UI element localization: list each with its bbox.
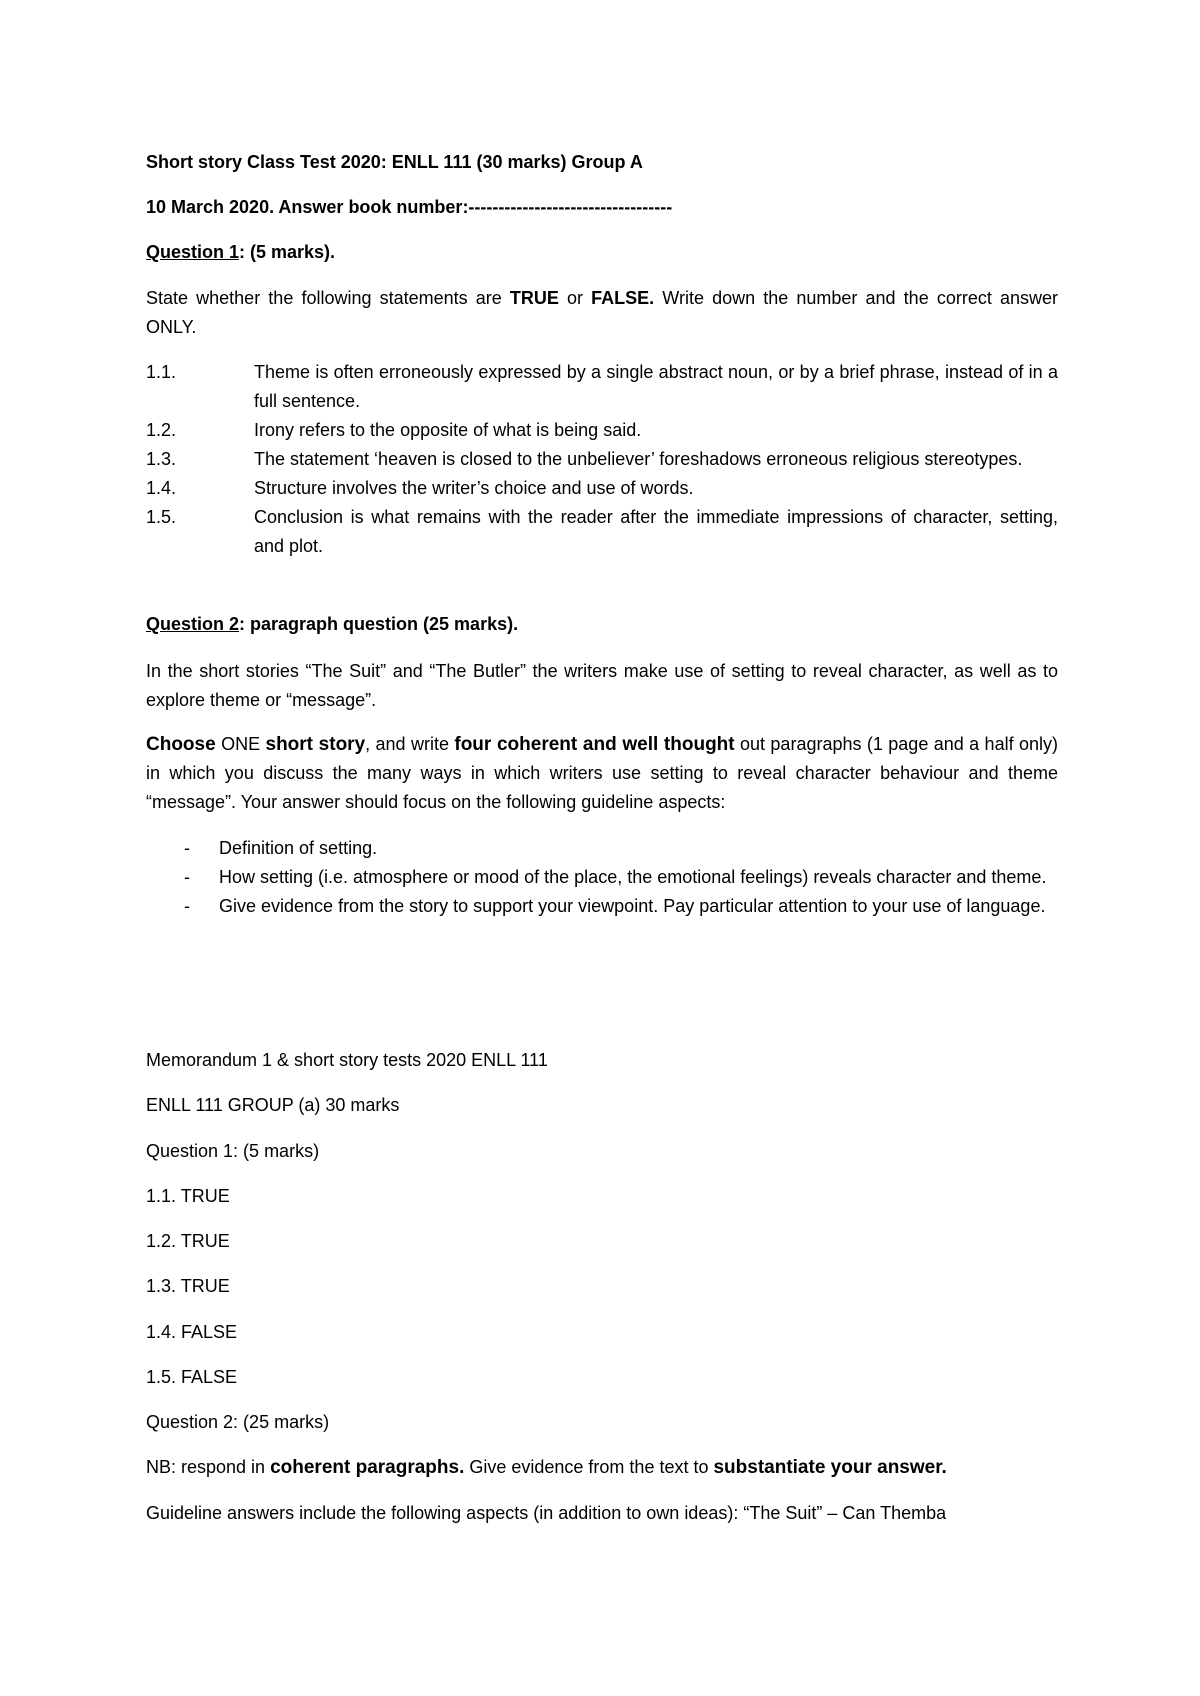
q1-label: Question 1 bbox=[146, 242, 240, 262]
q2-one: ONE bbox=[215, 734, 266, 754]
q1-item-text: Irony refers to the opposite of what is being said. bbox=[254, 420, 642, 440]
q1-item-text: Structure involves the writer’s choice and use of words. bbox=[254, 478, 694, 498]
q2-label: Question 2 bbox=[146, 614, 240, 634]
q1-item-number: 1.5. bbox=[146, 507, 177, 527]
q1-item-number: 1.2. bbox=[146, 420, 177, 440]
q1-item-list bbox=[146, 358, 1058, 561]
q2-intro: In the short stories “The Suit” and “The Butler” the writers make use of setting to reveal character, as well as to explore theme or “message”. bbox=[146, 661, 1058, 710]
memo-answer: 1.1. TRUE bbox=[146, 1186, 230, 1206]
q1-heading bbox=[146, 238, 1058, 267]
memo-title: Memorandum 1 & short story tests 2020 ENLL 111 bbox=[146, 1050, 548, 1070]
memo-answer: 1.5. FALSE bbox=[146, 1367, 238, 1387]
q1-instr-false: FALSE. bbox=[591, 288, 655, 308]
bullet-dash: - bbox=[184, 867, 190, 887]
q1-item-text: Theme is often erroneously expressed by a single abstract noun, or by a brief phrase, instead of in a full sentence. bbox=[254, 362, 1058, 411]
q1-item-text: Conclusion is what remains with the reader after the immediate impressions of character, setting, and plot. bbox=[254, 507, 1058, 556]
q1-item bbox=[146, 416, 1058, 445]
memo-q1-heading: Question 1: (5 marks) bbox=[146, 1141, 320, 1161]
memo-nb-text-b: Give evidence from the text to bbox=[464, 1457, 714, 1477]
q1-instructions bbox=[146, 284, 1058, 342]
memo-answer: 1.3. TRUE bbox=[146, 1276, 230, 1296]
q1-instr-true: TRUE bbox=[509, 288, 559, 308]
q1-instr-or: or bbox=[558, 288, 592, 308]
q2-short-story: short story bbox=[265, 734, 366, 755]
bullet-text: Definition of setting. bbox=[219, 838, 378, 858]
memo-answer: 1.4. FALSE bbox=[146, 1322, 238, 1342]
q1-marks: : (5 marks). bbox=[239, 242, 336, 262]
memo-q2-heading: Question 2: (25 marks) bbox=[146, 1412, 330, 1432]
q2-four: four coherent and well thought bbox=[454, 734, 735, 755]
q2-task-paragraph bbox=[146, 730, 1058, 817]
q2-mid: , and write bbox=[365, 734, 455, 754]
bullet-text: How setting (i.e. atmosphere or mood of the place, the emotional feelings) reveals character and theme. bbox=[219, 867, 1047, 887]
q1-item bbox=[146, 445, 1058, 474]
q1-item bbox=[146, 474, 1058, 503]
q1-item bbox=[146, 358, 1058, 416]
q2-bullet bbox=[146, 863, 1058, 892]
test-title: Short story Class Test 2020: ENLL 111 (30 marks) Group A bbox=[146, 152, 643, 172]
q1-item bbox=[146, 503, 1058, 561]
memo-answer: 1.2. TRUE bbox=[146, 1231, 230, 1251]
memo-guideline: Guideline answers include the following aspects (in addition to own ideas): “The Suit” – Can Themba bbox=[146, 1503, 947, 1523]
bullet-text: Give evidence from the story to support your viewpoint. Pay particular attention to your use of language. bbox=[219, 896, 1046, 916]
memo-nb-coherent: coherent paragraphs. bbox=[270, 1457, 465, 1478]
q1-instr-text-a: State whether the following statements are bbox=[146, 288, 510, 308]
q2-heading bbox=[146, 610, 1058, 639]
memo-nb-substantiate: substantiate your answer. bbox=[713, 1457, 947, 1478]
q1-item-number: 1.3. bbox=[146, 449, 177, 469]
q1-instr-text-b: Write down the number and the correct answer ONLY. bbox=[146, 288, 1058, 337]
q2-choose: Choose bbox=[146, 734, 216, 755]
q1-item-number: 1.1. bbox=[146, 362, 177, 382]
q2-marks: : paragraph question (25 marks). bbox=[239, 614, 519, 634]
date-line: 10 March 2020. Answer book number:---------------------------------- bbox=[146, 197, 673, 217]
q2-bullet bbox=[146, 834, 1058, 863]
bullet-dash: - bbox=[184, 838, 190, 858]
q2-guideline-list bbox=[146, 834, 1058, 921]
q2-bullet bbox=[146, 892, 1058, 921]
memo-nb-text-a: NB: respond in bbox=[146, 1457, 271, 1477]
memo-group: ENLL 111 GROUP (a) 30 marks bbox=[146, 1095, 400, 1115]
bullet-dash: - bbox=[184, 896, 190, 916]
q2-rest: out paragraphs (1 page and a half only) in which you discuss the many ways in which writers use setting to reveal character behaviour and theme “message”. Your answer should focus on the following guideline aspects: bbox=[146, 734, 1058, 812]
memo-nb bbox=[146, 1453, 1058, 1482]
q1-item-number: 1.4. bbox=[146, 478, 177, 498]
q1-item-text: The statement ‘heaven is closed to the unbeliever’ foreshadows erroneous religious stereotypes. bbox=[254, 449, 1023, 469]
